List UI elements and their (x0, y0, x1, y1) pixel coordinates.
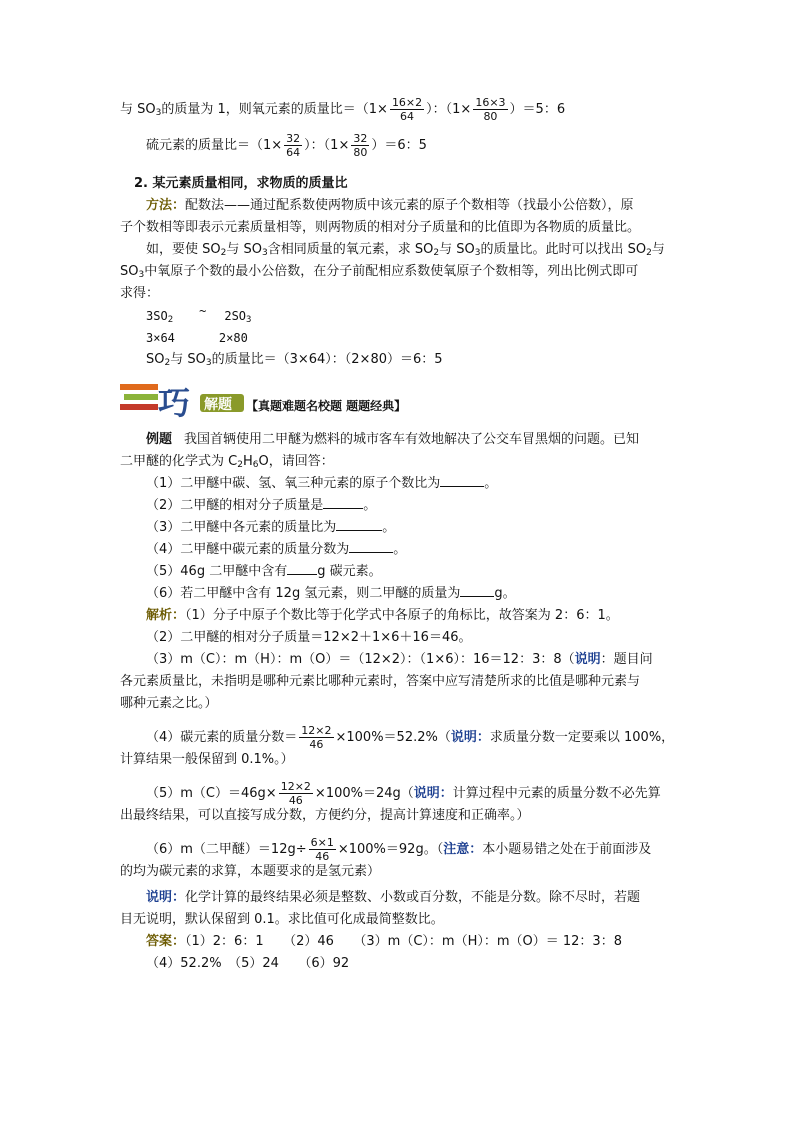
equation-line-2 (146, 328, 248, 348)
fraction (473, 96, 507, 123)
text: 如，要使 SO (146, 242, 221, 257)
text: g 碳元素。 (317, 564, 382, 579)
numerator: 16×2 (391, 96, 423, 109)
text: （4）二甲醚中碳元素的质量分数为 (146, 542, 350, 557)
method-line-2: 子个数相等即表示元素质量相等，则两物质的相对分子质量和的比值即为各物质的质量比。 (120, 220, 641, 235)
text: ：题目问 (600, 652, 653, 667)
solution-1 (146, 606, 619, 626)
section-heading: 2. 某元素质量相同，求物质的质量比 (134, 176, 348, 191)
question-5 (146, 562, 382, 582)
sulfur-ratio-line (146, 132, 427, 159)
text: SO (146, 352, 165, 367)
text: 与 SO (120, 102, 156, 117)
numerator: 12×2 (301, 724, 332, 737)
answer-blank (460, 584, 494, 597)
subscript: 2 (646, 248, 652, 258)
solution-3-cont-2: 哪种元素之比。） (120, 696, 218, 711)
answer-blank (287, 562, 317, 575)
subscript: 2 (433, 248, 440, 258)
text: ）＝6：5 (371, 138, 427, 153)
subscript: 3 (246, 315, 252, 325)
text: 本小题易错之处在于前面涉及 (482, 842, 652, 857)
text: 化学计算的最终结果必须是整数、小数或百分数，不能是分数。除不尽时，若题 (185, 890, 641, 905)
answer-blank (440, 474, 484, 487)
subscript: 3 (474, 248, 481, 258)
text: SO (120, 264, 139, 279)
denominator: 46 (288, 794, 303, 807)
text: （1）分子中原子个数比等于化学式中各原子的角标比，故答案为 2：6：1。 (185, 608, 619, 623)
solution-label: 解析： (146, 608, 186, 623)
numerator: 32 (353, 132, 368, 145)
text: 求质量分数一定要乘以 100%， (489, 730, 675, 745)
subscript: 2 (220, 248, 227, 258)
denominator: 80 (483, 110, 498, 123)
answer-blank (349, 540, 393, 553)
fraction (284, 132, 302, 159)
text: 与 SO (170, 352, 206, 367)
subscript: 2 (237, 460, 243, 470)
tilde: ~ (199, 304, 207, 318)
text: g。 (494, 586, 516, 601)
question-3 (146, 518, 395, 538)
text: 配数法——通过配系数使两物质中该元素的原子个数相等（找最小公倍数），原 (185, 198, 634, 213)
subscript: 3 (155, 108, 162, 118)
answer-blank (336, 518, 382, 531)
text: 我国首辆使用二甲醚为燃料的城市客车有效地解决了公交车冒黑烟的问题。已知 (184, 432, 640, 447)
text: （3）二甲醚中各元素的质量比为 (146, 520, 337, 535)
subscript: 2 (167, 315, 174, 325)
note-line-2: 目无说明，默认保留到 0.1。求比值可化成最简整数比。 (120, 912, 444, 927)
solution-5-cont: 出最终结果，可以直接写成分数，方便约分，提高计算速度和正确率。） (120, 808, 530, 823)
numerator: 12×2 (280, 780, 311, 793)
subscript: 3 (261, 248, 268, 258)
question-6 (146, 584, 516, 604)
text: 3×64 (146, 331, 175, 345)
solution-5 (146, 780, 661, 807)
example-intro-2 (120, 452, 334, 472)
text: ）：（1× (304, 138, 350, 153)
text: （3）m（C）：m（H）：m（O）＝（12×2）：（1×6）：16＝12：3：8（ (146, 652, 575, 667)
text: 的质量比＝（3×64）：（2×80）＝6：5 (211, 352, 443, 367)
numerator: 32 (286, 132, 301, 145)
banner-bar-top (120, 384, 158, 390)
banner-char: 巧 (158, 384, 191, 422)
banner-bar-bottom (120, 404, 158, 410)
text: ×100%＝24g（ (314, 786, 414, 801)
solution-4-cont: 计算结果一般保留到 0.1%。） (120, 752, 294, 767)
text: 含相同质量的氧元素，求 SO (267, 242, 434, 257)
text: 2SO (224, 309, 247, 323)
denominator: 64 (286, 146, 301, 159)
text: （1）2：6：1 （2）46 （3）m（C）：m（H）：m（O）＝ 12：3：8 (185, 934, 622, 949)
solution-3 (146, 650, 653, 670)
text: 与 SO (226, 242, 262, 257)
text: ×100%＝52.2%（ (335, 730, 451, 745)
text: ）＝5：6 (509, 102, 566, 117)
fraction (309, 836, 336, 863)
example-line-3: 求得： (120, 286, 160, 301)
note-label: 说明： (413, 786, 453, 801)
answer-blank (323, 496, 363, 509)
note-label: 说明 (574, 652, 601, 667)
solution-3-cont-1: 各元素质量比，未指明是哪种元素比哪种元素时，答案中应写清楚所求的比值是哪种元素与 (120, 674, 641, 689)
text: 。 (393, 542, 407, 557)
solution-6-cont: 的均为碳元素的求算，本题要求的是氢元素） (120, 864, 381, 879)
text: ）：（1× (426, 102, 472, 117)
example-label: 例题 (146, 432, 173, 447)
note-label: 说明： (146, 890, 186, 905)
text: （6）若二甲醚中含有 12g 氢元素，则二甲醚的质量为 (146, 586, 461, 601)
text: H (242, 454, 253, 469)
text: （6）m（二甲醚）＝12g÷ (146, 842, 307, 857)
text: 。 (484, 476, 498, 491)
text: 中氧原子个数的最小公倍数，在分子前配相应系数使氧原子个数相等，列出比例式即可 (144, 264, 639, 279)
answer-line-2: （4）52.2% （5）24 （6）92 (146, 956, 350, 971)
example-line-1 (146, 240, 665, 260)
note-line-1 (146, 888, 640, 908)
banner-tagline: 【真题难题名校题 题题经典】 (246, 399, 407, 413)
text: 2×80 (218, 331, 248, 345)
denominator: 80 (353, 146, 368, 159)
question-4 (146, 540, 406, 560)
subscript: 6 (252, 460, 259, 470)
question-1 (146, 474, 497, 494)
method-line-1 (146, 196, 634, 216)
example-line-2 (120, 262, 638, 282)
solution-4 (146, 724, 674, 751)
oxygen-ratio-line (120, 96, 565, 123)
subscript: 3 (205, 358, 212, 368)
numerator: 6×1 (310, 836, 334, 849)
note-label: 注意： (443, 842, 483, 857)
denominator: 46 (315, 850, 330, 863)
equation-line-3 (146, 350, 443, 370)
text: 与 (651, 242, 665, 257)
text: （4）碳元素的质量分数＝ (146, 730, 298, 745)
text: 硫元素的质量比＝（1× (146, 138, 283, 153)
equation-line-1 (146, 306, 251, 326)
method-label: 方法： (146, 198, 186, 213)
solution-2: （2）二甲醚的相对分子质量＝12×2＋1×6＋16＝46。 (146, 630, 472, 645)
solving-banner (120, 380, 420, 422)
text: 3SO (146, 309, 168, 323)
answer-line-1 (146, 932, 622, 952)
text: 计算过程中元素的质量分数不必先算 (452, 786, 661, 801)
text: （1）二甲醚中碳、氢、氧三种元素的原子个数比为 (146, 476, 441, 491)
text: 。 (382, 520, 396, 535)
denominator: 46 (309, 738, 324, 751)
subscript: 3 (138, 270, 145, 280)
denominator: 64 (400, 110, 415, 123)
text: （5）46g 二甲醚中含有 (146, 564, 288, 579)
text: 的质量比。此时可以找出 SO (480, 242, 647, 257)
numerator: 16×3 (475, 96, 506, 109)
text: 。 (363, 498, 377, 513)
note-label: 说明： (450, 730, 490, 745)
example-intro-1 (146, 430, 639, 450)
text: O，请回答： (258, 454, 334, 469)
fraction (279, 780, 313, 807)
text: ×100%＝92g。（ (337, 842, 444, 857)
subscript: 2 (164, 358, 171, 368)
text: 与 SO (439, 242, 475, 257)
text: 二甲醚的化学式为 C (120, 454, 238, 469)
text: （5）m（C）＝46g× (146, 786, 277, 801)
text: （2）二甲醚的相对分子质量是 (146, 498, 324, 513)
banner-bar-mid (124, 394, 158, 400)
solution-6 (146, 836, 651, 863)
answer-label: 答案： (146, 934, 186, 949)
fraction (351, 132, 369, 159)
text: 的质量为 1，则氧元素的质量比＝（1× (161, 102, 388, 117)
question-2 (146, 496, 376, 516)
banner-word: 解题 (204, 397, 232, 413)
fraction (299, 724, 333, 751)
fraction (390, 96, 424, 123)
